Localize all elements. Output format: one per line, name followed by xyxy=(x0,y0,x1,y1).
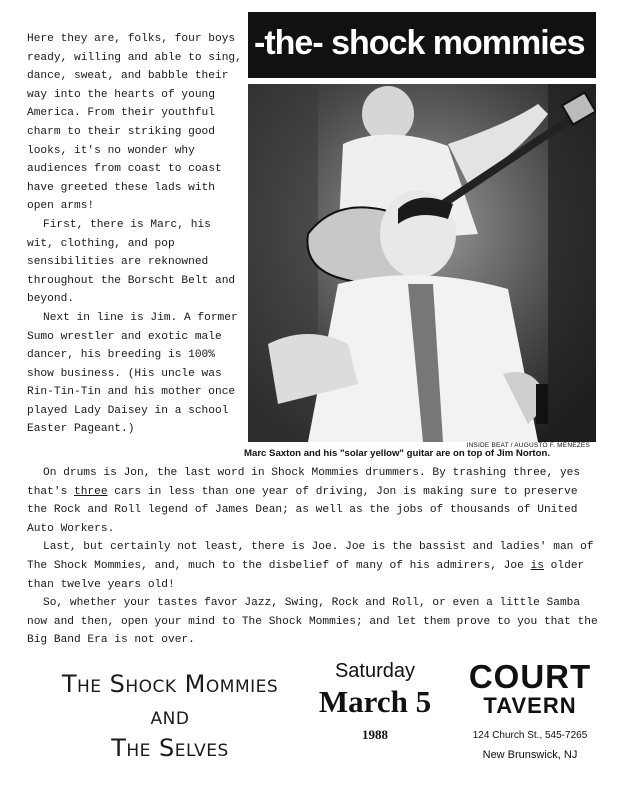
body-column xyxy=(27,450,602,650)
venue-address: 124 Church St., 545-7265 xyxy=(472,730,588,741)
event-month-day: March 5 xyxy=(318,684,432,719)
underlined-word: is xyxy=(530,559,544,572)
band-photo-icon xyxy=(248,84,596,442)
photo-block xyxy=(248,12,596,452)
jon-text-start: On drums is Jon, the last word in Shock Mommies drummers. By trashing three, yes that's xyxy=(27,467,581,498)
underlined-word: three xyxy=(74,485,108,498)
joe-text-start: Last, but certainly not least, there is Joe. Joe is the bassist and ladies' man of The Shock Mommies, and, much to the disbelief of many of his admirers, Joe xyxy=(27,541,594,572)
jon-paragraph xyxy=(27,464,602,538)
and-separator: and xyxy=(150,702,190,730)
band-masthead: -the- shock mommies xyxy=(248,12,596,78)
joe-paragraph xyxy=(27,538,602,594)
photo-caption: Marc Saxton and his "solar yellow" guitar are on top of Jim Norton. xyxy=(244,448,551,459)
closing-paragraph: So, whether your tastes favor Jazz, Swing, Rock and Roll, or even a little Samba now and then, open your mind to The Shock Mommies; and let them prove to you that the Big Band Era is not over. xyxy=(27,597,598,647)
support-act: The Selves xyxy=(111,734,229,762)
event-date xyxy=(300,660,450,743)
joe-text-end: older than twelve years old! xyxy=(27,559,585,591)
event-year: 1988 xyxy=(362,727,388,742)
billing-lineup xyxy=(30,668,310,764)
event-day: Saturday xyxy=(334,660,416,682)
venue-block xyxy=(455,660,605,761)
venue-name-court: COURT xyxy=(468,658,592,695)
headliner: The Shock Mommies xyxy=(61,670,279,698)
venue-city: New Brunswick, NJ xyxy=(482,749,578,761)
jon-text-end: cars in less than one year of driving, Jon is making sure to preserve the Rock and Roll legend of James Dean; as well as the jobs of thousands of United Auto Workers. xyxy=(27,485,578,535)
jim-paragraph: Next in line is Jim. A former Sumo wrestler and exotic male dancer, his breeding is 100% show business. (His uncle was Rin-Tin-Tin and his mother once played Lady Daisey in a school Easter Pageant.) xyxy=(27,311,238,436)
marc-paragraph: First, there is Marc, his wit, clothing, and pop sensibilities are reknowned throughout the Borscht Belt and beyond. xyxy=(27,218,236,306)
venue-name-tavern: TAVERN xyxy=(483,693,577,718)
intro-paragraph: Here they are, folks, four boys ready, willing and able to sing, dance, sweat, and babble their way into the hearts of young America. From their youthful charm to their striking good looks, it's no wonder why audiences from coast to coast have greeted these lads with open arms! xyxy=(27,33,242,213)
photo-credit: INSIDE BEAT / AUGUSTO F. MENEZES xyxy=(466,442,590,449)
intro-column xyxy=(27,30,243,439)
